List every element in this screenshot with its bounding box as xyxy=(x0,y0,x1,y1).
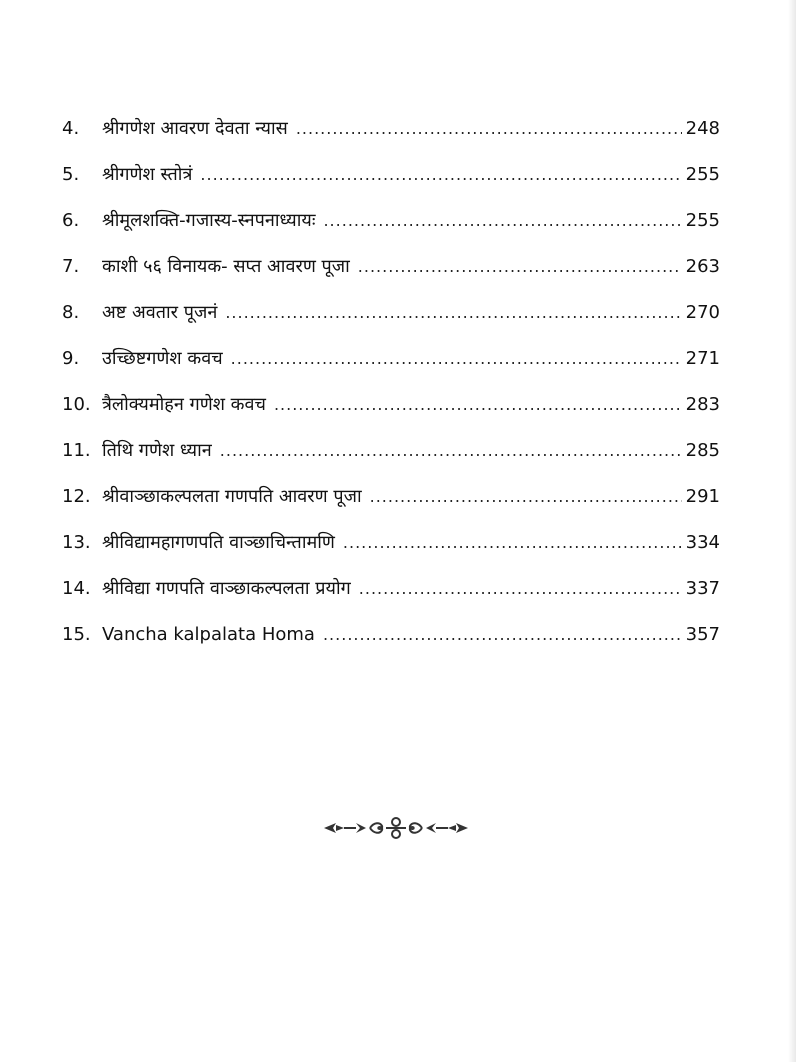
dot-leader xyxy=(323,209,681,233)
toc-entry-number: 7. xyxy=(62,256,80,277)
toc-entry-number: 12. xyxy=(62,486,91,507)
dot-leader xyxy=(274,393,682,417)
toc-entry-page: 270 xyxy=(685,302,720,323)
dot-leader xyxy=(231,347,682,371)
toc-entry-title: तिथि गणेश ध्यान xyxy=(102,440,212,461)
toc-entry-number: 5. xyxy=(62,164,80,185)
toc-entry[interactable] xyxy=(62,106,720,152)
toc-entry-number: 9. xyxy=(62,348,80,369)
dot-leader xyxy=(358,255,682,279)
toc-entry-page: 337 xyxy=(685,578,720,599)
toc-entry[interactable] xyxy=(62,290,720,336)
toc-entry-page: 291 xyxy=(685,486,720,507)
toc-entry-page: 271 xyxy=(685,348,720,369)
dot-leader xyxy=(296,117,682,141)
toc-entry[interactable] xyxy=(62,152,720,198)
toc-entry-page: 334 xyxy=(685,532,720,553)
toc-entry-page: 357 xyxy=(685,624,720,645)
toc-entry[interactable] xyxy=(62,474,720,520)
toc-entry-page: 255 xyxy=(685,210,720,231)
dot-leader xyxy=(225,301,681,325)
toc-entry-title: श्रीमूलशक्ति-गजास्य-स्नपनाध्यायः xyxy=(102,210,316,231)
toc-entry[interactable] xyxy=(62,382,720,428)
toc-entry-title: श्रीविद्यामहागणपति वाञ्छाचिन्तामणि xyxy=(102,532,335,553)
toc-entry-title: Vancha kalpalata Homa xyxy=(102,624,315,645)
toc-entry-number: 6. xyxy=(62,210,80,231)
toc-entry[interactable] xyxy=(62,336,720,382)
toc-entry[interactable] xyxy=(62,198,720,244)
toc-entry-title: काशी ५६ विनायक- सप्त आवरण पूजा xyxy=(102,256,350,277)
toc-entry-number: 4. xyxy=(62,118,80,139)
dot-leader xyxy=(370,485,682,509)
toc-entry-number: 14. xyxy=(62,578,91,599)
toc-entry-number: 10. xyxy=(62,394,91,415)
toc-entry-page: 285 xyxy=(685,440,720,461)
table-of-contents xyxy=(62,106,720,658)
toc-entry-title: उच्छिष्टगणेश कवच xyxy=(102,348,223,369)
toc-entry-number: 11. xyxy=(62,440,91,461)
toc-entry-page: 255 xyxy=(685,164,720,185)
dot-leader xyxy=(220,439,682,463)
toc-entry-title: अष्ट अवतार पूजनं xyxy=(102,302,218,323)
toc-entry-title: त्रैलोक्यमोहन गणेश कवच xyxy=(102,394,266,415)
dot-leader xyxy=(343,531,682,555)
toc-entry-page: 263 xyxy=(685,256,720,277)
toc-entry[interactable] xyxy=(62,566,720,612)
toc-entry-number: 13. xyxy=(62,532,91,553)
toc-entry-title: श्रीगणेश आवरण देवता न्यास xyxy=(102,118,288,139)
toc-entry-number: 15. xyxy=(62,624,91,645)
toc-entry-title: श्रीविद्या गणपति वाञ्छाकल्पलता प्रयोग xyxy=(102,578,351,599)
toc-entry-title: श्रीगणेश स्तोत्रं xyxy=(102,164,193,185)
decorative-flourish-icon xyxy=(322,812,470,844)
dot-leader xyxy=(359,577,682,601)
dot-leader xyxy=(323,623,682,647)
toc-entry-page: 248 xyxy=(685,118,720,139)
toc-entry[interactable] xyxy=(62,428,720,474)
toc-entry[interactable] xyxy=(62,520,720,566)
toc-entry[interactable] xyxy=(62,612,720,658)
toc-entry-title: श्रीवाञ्छाकल्पलता गणपति आवरण पूजा xyxy=(102,486,362,507)
page-edge xyxy=(788,0,796,1062)
dot-leader xyxy=(200,163,681,187)
toc-entry[interactable] xyxy=(62,244,720,290)
toc-entry-number: 8. xyxy=(62,302,80,323)
toc-entry-page: 283 xyxy=(685,394,720,415)
